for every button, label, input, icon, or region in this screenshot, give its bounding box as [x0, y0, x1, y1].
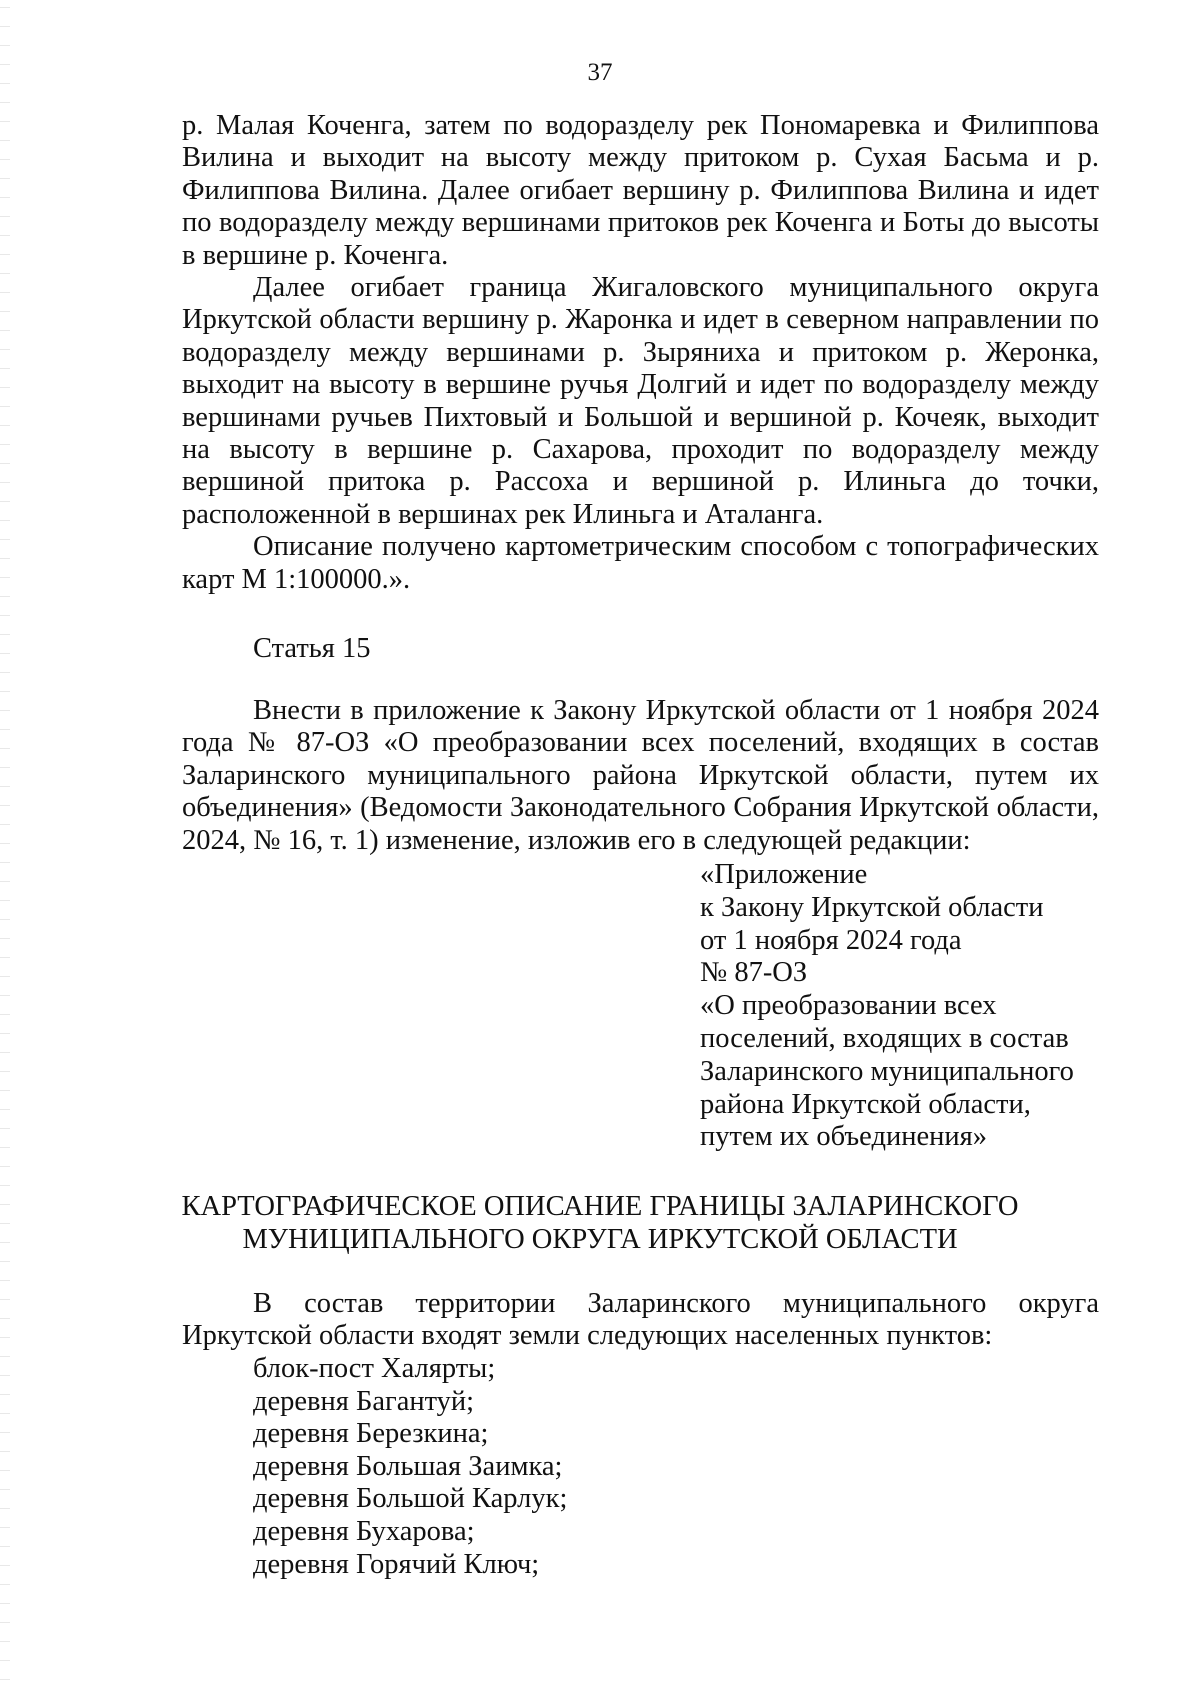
- list-item: деревня Большая Заимка;: [253, 1450, 563, 1482]
- appendix-line: путем их объединения»: [700, 1121, 987, 1153]
- appendix-line: Заларинского муниципального: [700, 1055, 1074, 1087]
- list-item: деревня Березкина;: [253, 1418, 489, 1450]
- paragraph-continuation: р. Малая Коченга, затем по водоразделу рек Пономаревка и Филиппова Вилина и выходит на высоту между притоком р. Сухая Басьма и р. Филиппова Вилина. Далее огибает вершину р. Филиппова Вилина и идет по водоразделу между вершинами притоков рек Коченга и Боты до высоты в вершине р. Коченга.: [182, 110, 1099, 271]
- appendix-header: [700, 859, 1120, 1154]
- list-item: деревня Горячий Ключ;: [253, 1548, 540, 1580]
- appendix-line: от 1 ноября 2024 года: [700, 924, 962, 956]
- composition-intro: В состав территории Заларинского муниципального округа Иркутской области входят земли следующих населенных пунктов:: [182, 1288, 1099, 1352]
- appendix-line: поселений, входящих в состав: [700, 1022, 1069, 1054]
- list-item: блок-пост Халярты;: [253, 1353, 496, 1384]
- heading-line-1: КАРТОГРАФИЧЕСКОЕ ОПИСАНИЕ ГРАНИЦЫ ЗАЛАРИНСКОГО: [181, 1191, 1019, 1222]
- article-text: Внести в приложение к Закону Иркутской области от 1 ноября 2024 года № 87-ОЗ «О преобразовании всех поселений, входящих в состав Заларинского муниципального района Иркутской области, путем их объединения» (Ведомости Законодательного Собрания Иркутской области, 2024, № 16, т. 1) изменение, изложив его в следующей редакции:: [182, 695, 1099, 856]
- description-continuation-block: [182, 110, 1099, 596]
- list-item: деревня Багантуй;: [253, 1385, 475, 1417]
- page-number: 37: [587, 59, 613, 86]
- article-title: Статья 15: [253, 633, 371, 664]
- settlement-list: [253, 1353, 567, 1581]
- composition-block: [182, 1288, 1099, 1353]
- section-heading: [0, 1190, 1200, 1256]
- appendix-line: «Приложение: [700, 859, 868, 890]
- article-body: [182, 695, 1099, 857]
- paragraph-zhigalovsky-boundary: Далее огибает граница Жигаловского муниципального округа Иркутской области вершину р. Жаронка и идет в северном направлении по водоразделу между вершинами р. Зыряниха и притоком р. Жеронка, выходит на высоту в вершине ручья Долгий и идет по водоразделу между вершинами ручьев Пихтовый и Большой и вершиной р. Кочеяк, выходит на высоту в вершине р. Сахарова, проходит по водоразделу между вершиной притока р. Рассоха и вершиной р. Илиньга до точки, расположенной в вершинах рек Илиньга и Аталанга.: [182, 272, 1099, 530]
- appendix-line: района Иркутской области,: [700, 1088, 1031, 1120]
- heading-line-2: МУНИЦИПАЛЬНОГО ОКРУГА ИРКУТСКОЙ ОБЛАСТИ: [242, 1224, 958, 1255]
- appendix-line: «О преобразовании всех: [700, 990, 997, 1022]
- list-item: деревня Большой Карлук;: [253, 1483, 568, 1515]
- appendix-line: к Закону Иркутской области: [700, 891, 1044, 923]
- paragraph-method-note: Описание получено картометрическим способом с топографических карт М 1:100000.».: [182, 531, 1099, 595]
- appendix-line: № 87-ОЗ: [700, 957, 808, 989]
- scan-edge: [0, 0, 10, 1697]
- list-item: деревня Бухарова;: [253, 1515, 475, 1547]
